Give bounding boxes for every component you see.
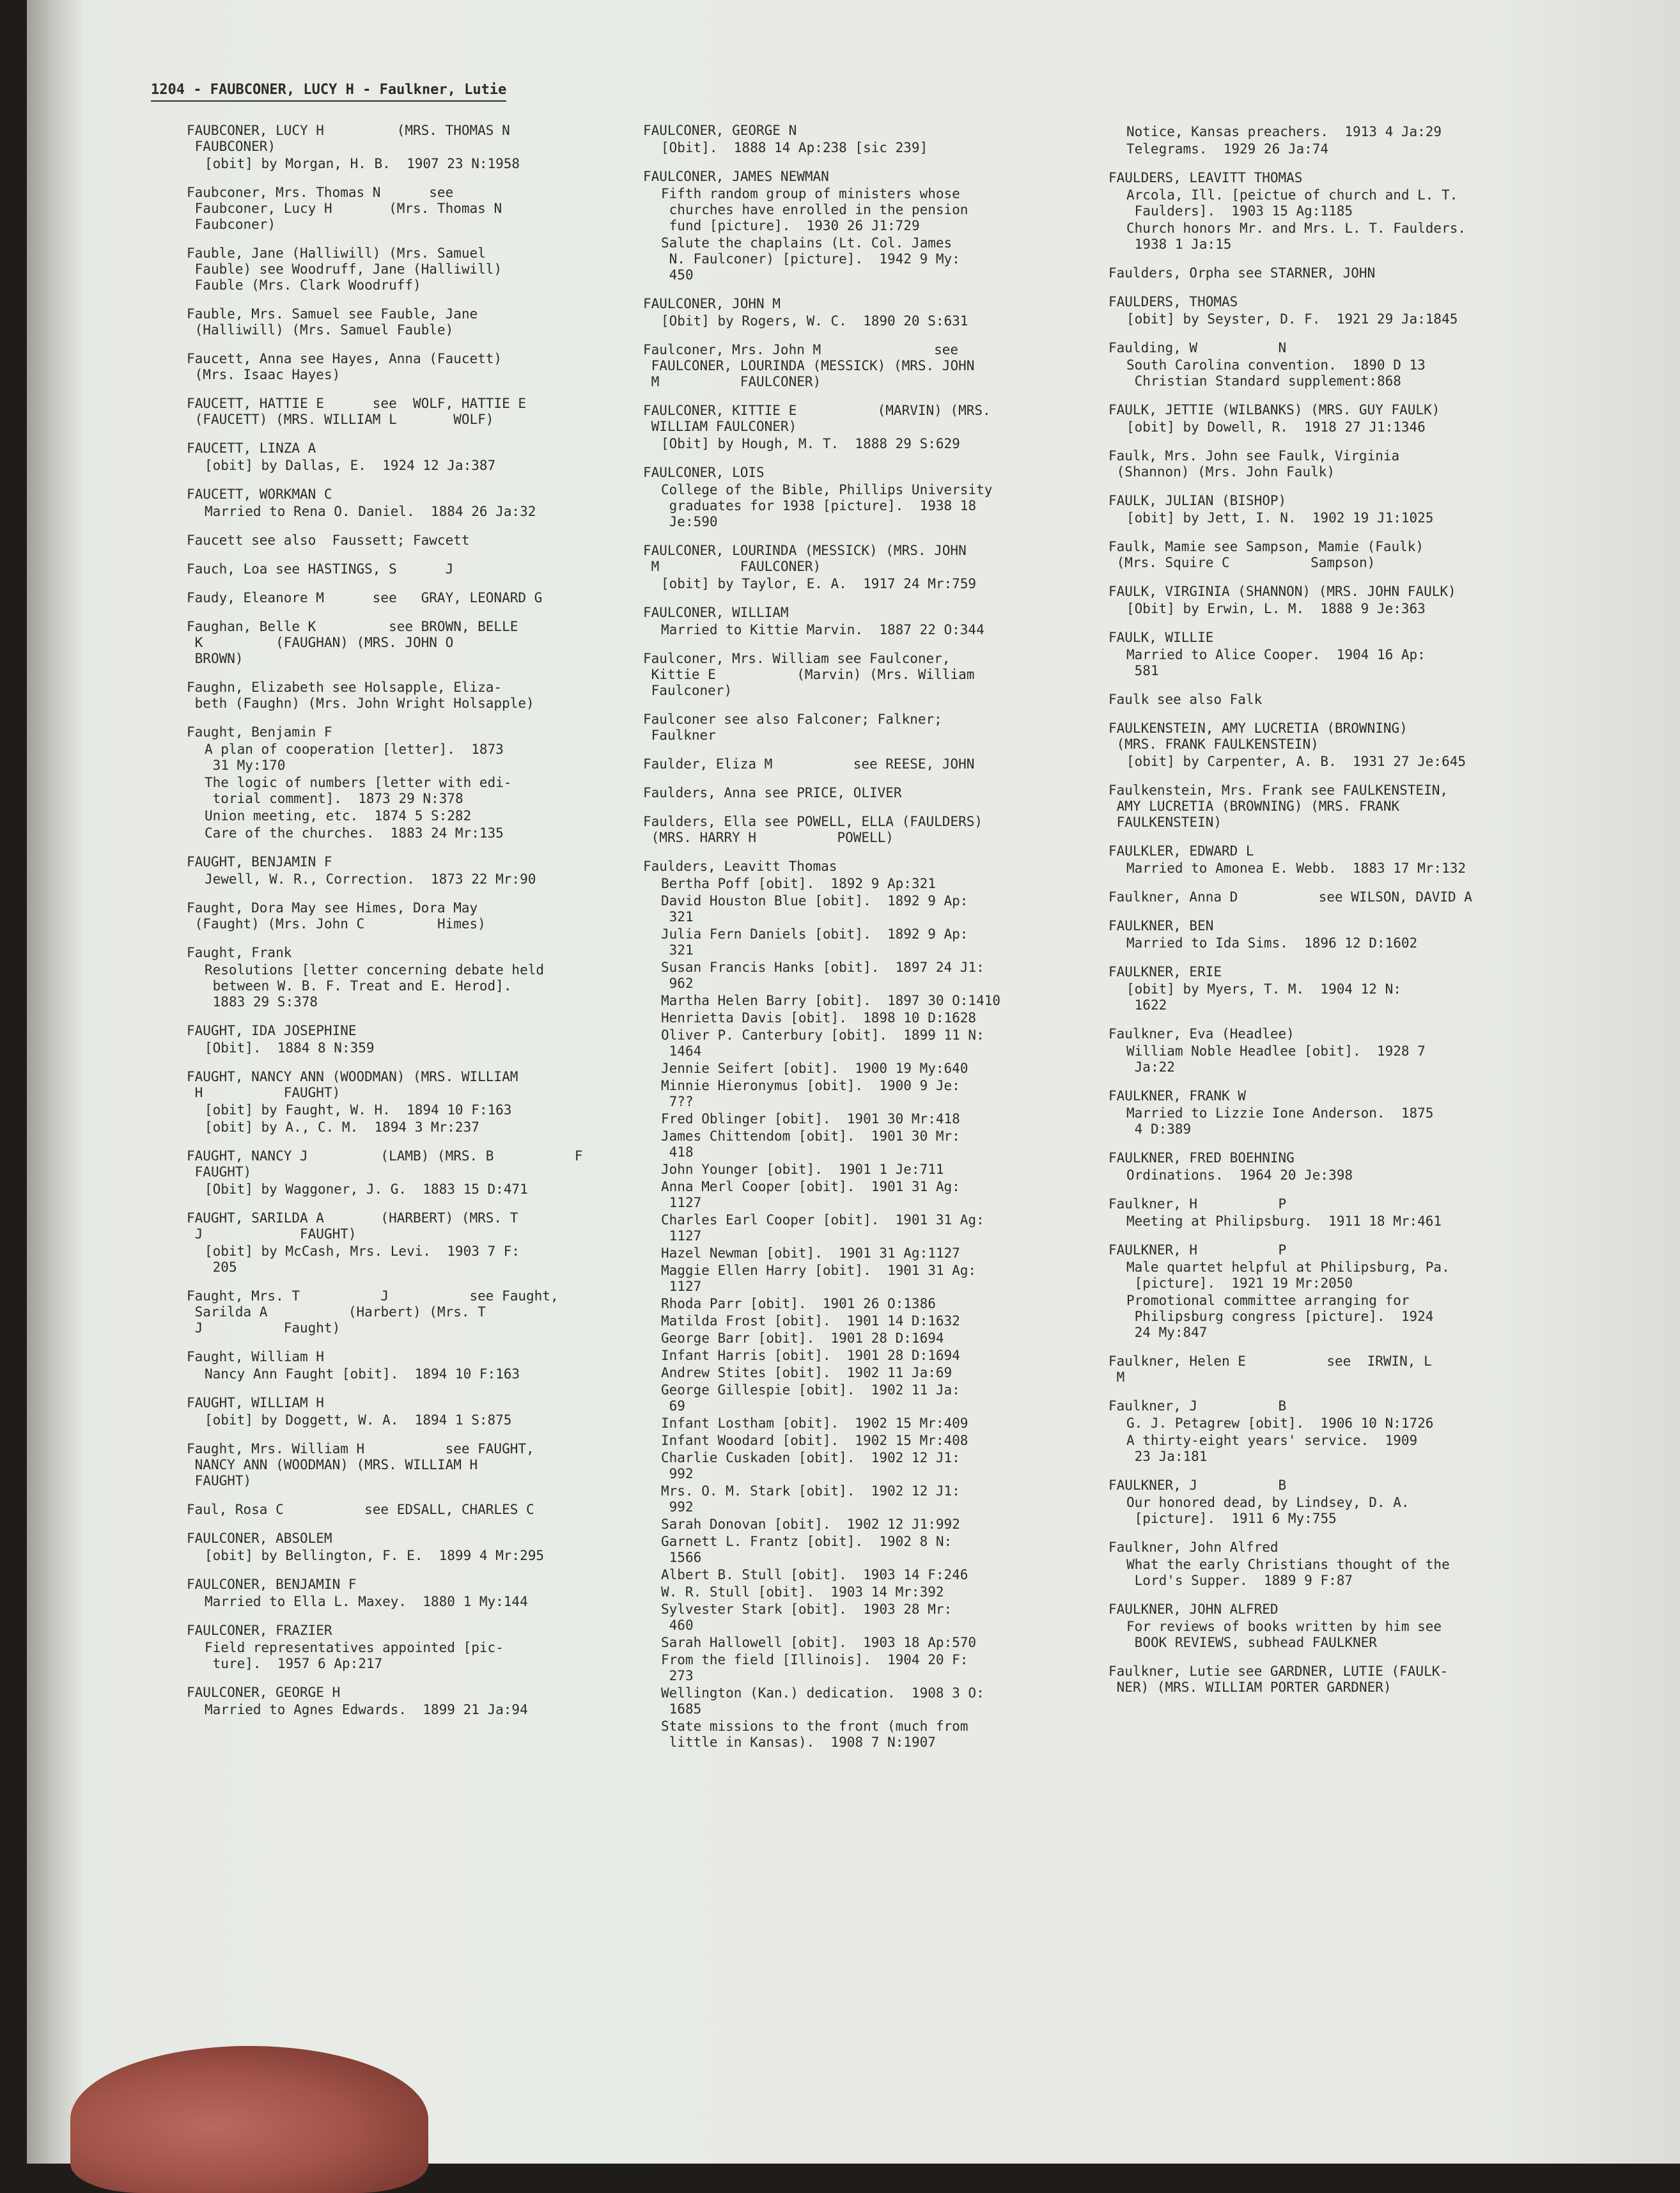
- index-entry: [643, 712, 1129, 744]
- entry-heading: Faulconer see also Falconer; Falkner; Faulkner: [643, 712, 942, 743]
- index-entry: [187, 351, 673, 383]
- index-entry: [1108, 1088, 1594, 1137]
- entry-heading: Faul, Rosa C see EDSALL, CHARLES C: [187, 1502, 534, 1517]
- entry-citation: Care of the churches. 1883 24 Mr:135: [205, 825, 504, 841]
- index-entry: [187, 1502, 673, 1518]
- entry-citation: Andrew Stites [obit]. 1902 11 Ja:69: [661, 1365, 953, 1380]
- entry-heading: FAUCETT, LINZA A: [187, 441, 316, 456]
- entry-heading: FAUGHT, BENJAMIN F: [187, 854, 332, 870]
- entry-citation: Ordinations. 1964 20 Je:398: [1126, 1167, 1353, 1183]
- entry-citation: [obit] by Seyster, D. F. 1921 29 Ja:1845: [1126, 311, 1458, 327]
- index-entry: [643, 296, 1129, 329]
- index-entry: [643, 169, 1129, 283]
- index-entry: [187, 1623, 673, 1672]
- entry-citation: George Gillespie [obit]. 1902 11 Ja: 69: [661, 1382, 960, 1414]
- index-column-2: [643, 123, 1129, 1763]
- entry-heading: Faucett see also Faussett; Fawcett: [187, 533, 470, 548]
- entry-citation: [Obit] by Hough, M. T. 1888 29 S:629: [661, 436, 960, 451]
- entry-citation: Promotional committee arranging for Philipsburg congress [picture]. 1924 24 My:847: [1126, 1293, 1434, 1340]
- entry-citation: Maggie Ellen Harry [obit]. 1901 31 Ag: 1127: [661, 1263, 977, 1294]
- entry-citation: Married to Alice Cooper. 1904 16 Ap: 581: [1126, 647, 1426, 678]
- entry-citation: John Younger [obit]. 1901 1 Je:711: [661, 1162, 944, 1177]
- index-entry: [187, 1069, 673, 1136]
- entry-heading: FAUGHT, WILLIAM H: [187, 1395, 324, 1410]
- entry-heading: Faucett, Anna see Hayes, Anna (Faucett) (Mrs. Isaac Hayes): [187, 351, 502, 382]
- entry-heading: Faulkner, H P: [1108, 1196, 1287, 1212]
- entry-heading: FAULCONER, ABSOLEM: [187, 1531, 332, 1546]
- entry-citation: Married to Kittie Marvin. 1887 22 O:344: [661, 622, 984, 637]
- entry-citation: William Noble Headlee [obit]. 1928 7 Ja:22: [1126, 1043, 1426, 1075]
- entry-citation: Henrietta Davis [obit]. 1898 10 D:1628: [661, 1010, 977, 1026]
- index-entry: [1108, 1150, 1594, 1183]
- entry-heading: FAULDERS, THOMAS: [1108, 294, 1238, 309]
- index-entry: [187, 246, 673, 293]
- index-entry: [1108, 340, 1594, 389]
- index-entry: [1108, 918, 1594, 951]
- entry-citation: Married to Lizzie Ione Anderson. 1875 4 D:389: [1126, 1105, 1434, 1137]
- entry-heading: FAULKLER, EDWARD L: [1108, 843, 1254, 859]
- entry-citation: Mrs. O. M. Stark [obit]. 1902 12 J1: 992: [661, 1483, 960, 1515]
- entry-heading: FAULK, WILLIE: [1108, 630, 1214, 645]
- entry-citation: [Obit] by Waggoner, J. G. 1883 15 D:471: [205, 1182, 528, 1197]
- entry-citation: Sylvester Stark [obit]. 1903 28 Mr: 460: [661, 1602, 953, 1633]
- entry-heading: Fauble, Mrs. Samuel see Fauble, Jane (Halliwill) (Mrs. Samuel Fauble): [187, 306, 478, 338]
- index-entry: [1108, 448, 1594, 480]
- entry-heading: Faulkenstein, Mrs. Frank see FAULKENSTEIN, AMY LUCRETIA (BROWNING) (MRS. FRANK FAULKENSTEIN): [1108, 783, 1449, 830]
- entry-citation: Martha Helen Barry [obit]. 1897 30 O:1410: [661, 993, 1001, 1008]
- entry-heading: FAULCONER, FRAZIER: [187, 1623, 332, 1638]
- entry-citation: Oliver P. Canterbury [obit]. 1899 11 N: 1464: [661, 1027, 984, 1059]
- entry-citation: Resolutions [letter concerning debate held between W. B. F. Treat and E. Herod]. 1883 29 S:378: [205, 962, 545, 1010]
- entry-citation: A plan of cooperation [letter]. 1873 31 My:170: [205, 742, 504, 773]
- index-entry: [1108, 1242, 1594, 1341]
- entry-citation: Married to Ida Sims. 1896 12 D:1602: [1126, 935, 1418, 951]
- index-entry: [1108, 1398, 1594, 1465]
- entry-heading: Faulders, Ella see POWELL, ELLA (FAULDERS) (MRS. HARRY H POWELL): [643, 814, 983, 845]
- entry-heading: FAULCONER, JAMES NEWMAN: [643, 169, 829, 184]
- entry-citation: Male quartet helpful at Philipsburg, Pa. [picture]. 1921 19 Mr:2050: [1126, 1260, 1450, 1291]
- index-entry: [1108, 1664, 1594, 1696]
- entry-heading: FAUGHT, NANCY J (LAMB) (MRS. B F FAUGHT): [187, 1148, 583, 1180]
- entry-citation: Anna Merl Cooper [obit]. 1901 31 Ag: 1127: [661, 1179, 960, 1210]
- entry-citation: Field representatives appointed [pic- ture]. 1957 6 Ap:217: [205, 1640, 504, 1671]
- entry-heading: FAULCONER, LOIS: [643, 465, 765, 480]
- index-entry: [187, 306, 673, 338]
- entry-heading: FAULK, JETTIE (WILBANKS) (MRS. GUY FAULK): [1108, 402, 1440, 418]
- entry-citation: [Obit] by Rogers, W. C. 1890 20 S:631: [661, 313, 968, 329]
- entry-heading: Faulconer, Mrs. John M see FAULCONER, LOURINDA (MESSICK) (MRS. JOHN M FAULCONER): [643, 342, 975, 389]
- entry-heading: Faught, William H: [187, 1349, 324, 1364]
- index-entry: [1108, 584, 1594, 617]
- entry-citation: [obit] by Faught, W. H. 1894 10 F:163: [205, 1102, 512, 1118]
- index-entry: [1108, 783, 1594, 831]
- entry-citation: Our honored dead, by Lindsey, D. A. [picture]. 1911 6 My:755: [1126, 1495, 1410, 1526]
- entry-citation: Sarah Hallowell [obit]. 1903 18 Ap:570: [661, 1635, 977, 1650]
- entry-heading: Faulkner, J B: [1108, 1398, 1287, 1414]
- index-entry: [187, 1685, 673, 1718]
- entry-heading: FAULKNER, J B: [1108, 1478, 1287, 1493]
- entry-citation: What the early Christians thought of the Lord's Supper. 1889 9 F:87: [1126, 1557, 1450, 1588]
- entry-heading: FAULKNER, FRANK W: [1108, 1088, 1246, 1104]
- entry-citation: [obit] by Morgan, H. B. 1907 23 N:1958: [205, 156, 520, 171]
- entry-heading: FAULKENSTEIN, AMY LUCRETIA (BROWNING) (MRS. FRANK FAULKENSTEIN): [1108, 721, 1408, 752]
- entry-heading: Faulding, W N: [1108, 340, 1287, 355]
- entry-heading: Faulkner, Lutie see GARDNER, LUTIE (FAULK- NER) (MRS. WILLIAM PORTER GARDNER): [1108, 1664, 1449, 1695]
- entry-heading: FAUGHT, SARILDA A (HARBERT) (MRS. T J FAUGHT): [187, 1210, 518, 1242]
- entry-citation: [obit] by Doggett, W. A. 1894 1 S:875: [205, 1412, 512, 1428]
- entry-heading: Faubconer, Mrs. Thomas N see Faubconer, Lucy H (Mrs. Thomas N Faubconer): [187, 185, 502, 232]
- index-entry: [1108, 1602, 1594, 1651]
- index-entry: [643, 543, 1129, 592]
- index-entry: [187, 441, 673, 474]
- entry-heading: Faughn, Elizabeth see Holsapple, Eliza- beth (Faughn) (Mrs. John Wright Holsapple): [187, 680, 534, 711]
- index-entry: [187, 1288, 673, 1336]
- entry-citation: For reviews of books written by him see BOOK REVIEWS, subhead FAULKNER: [1126, 1619, 1442, 1650]
- index-entry: [1108, 539, 1594, 571]
- entry-heading: FAULCONER, KITTIE E (MARVIN) (MRS. WILLIAM FAULCONER): [643, 403, 991, 434]
- entry-citation: Fred Oblinger [obit]. 1901 30 Mr:418: [661, 1111, 960, 1127]
- index-entry: [1108, 889, 1594, 905]
- index-entry: [187, 900, 673, 932]
- index-entry: [643, 785, 1129, 801]
- entry-citation: College of the Bible, Phillips University graduates for 1938 [picture]. 1938 18 Je:590: [661, 482, 993, 529]
- index-entry: [1108, 493, 1594, 526]
- entry-citation: Minnie Hieronymus [obit]. 1900 9 Je: 7??: [661, 1078, 960, 1109]
- index-entry: [187, 533, 673, 549]
- entry-citation: Charlie Cuskaden [obit]. 1902 12 J1: 992: [661, 1450, 960, 1481]
- entry-heading: Faught, Dora May see Himes, Dora May (Faught) (Mrs. John C Himes): [187, 900, 486, 932]
- index-entry: [1108, 294, 1594, 327]
- entry-heading: FAULCONER, LOURINDA (MESSICK) (MRS. JOHN M FAULCONER): [643, 543, 967, 574]
- index-entry: [187, 854, 673, 887]
- entry-heading: FAULCONER, GEORGE H: [187, 1685, 341, 1700]
- index-entry: [1108, 1354, 1594, 1385]
- index-entry: [643, 605, 1129, 638]
- index-entry: [1108, 964, 1594, 1013]
- entry-citation: [obit] by Dallas, E. 1924 12 Ja:387: [205, 458, 496, 473]
- entry-citation: [obit] by Carpenter, A. B. 1931 27 Je:645: [1126, 754, 1466, 769]
- index-entry: [187, 1210, 673, 1276]
- index-entry: [187, 1023, 673, 1056]
- entry-citation: Married to Rena O. Daniel. 1884 26 Ja:32: [205, 504, 536, 519]
- entry-heading: Faught, Frank: [187, 945, 292, 960]
- entry-heading: FAULCONER, JOHN M: [643, 296, 781, 311]
- entry-heading: Faught, Benjamin F: [187, 724, 332, 740]
- entry-heading: FAULKNER, BEN: [1108, 918, 1214, 933]
- index-entry: [187, 1531, 673, 1564]
- index-entry: [643, 651, 1129, 699]
- entry-citation: Notice, Kansas preachers. 1913 4 Ja:29: [1126, 124, 1442, 139]
- index-entry: [1108, 843, 1594, 877]
- entry-citation: Married to Ella L. Maxey. 1880 1 My:144: [205, 1594, 528, 1609]
- entry-citation: Garnett L. Frantz [obit]. 1902 8 N: 1566: [661, 1534, 953, 1565]
- index-entry: [187, 619, 673, 667]
- index-entry: [643, 342, 1129, 390]
- index-entry: [187, 724, 673, 841]
- entry-citation: Infant Harris [obit]. 1901 28 D:1694: [661, 1348, 960, 1363]
- entry-citation: Infant Woodard [obit]. 1902 15 Mr:408: [661, 1433, 968, 1448]
- index-entry: [187, 487, 673, 520]
- index-column-3: [1108, 123, 1594, 1708]
- index-entry: [643, 123, 1129, 156]
- index-entry: [1108, 124, 1594, 157]
- index-entry: [187, 561, 673, 577]
- entry-heading: FAULCONER, WILLIAM: [643, 605, 789, 620]
- entry-heading: FAULKNER, FRED BOEHNING: [1108, 1150, 1295, 1166]
- entry-citation: [obit] by Jett, I. N. 1902 19 J1:1025: [1126, 510, 1434, 526]
- index-entry: [187, 123, 673, 172]
- index-entry: [1108, 630, 1594, 679]
- entry-citation: Telegrams. 1929 26 Ja:74: [1126, 141, 1329, 157]
- index-entry: [1108, 1026, 1594, 1075]
- entry-citation: The logic of numbers [letter with edi- torial comment]. 1873 29 N:378: [205, 775, 512, 806]
- index-entry: [643, 756, 1129, 772]
- entry-heading: Fauble, Jane (Halliwill) (Mrs. Samuel Fauble) see Woodruff, Jane (Halliwill) Fauble (Mrs. Clark Woodruff): [187, 246, 502, 293]
- entry-heading: Faulk see also Falk: [1108, 692, 1263, 707]
- entry-citation: Wellington (Kan.) dedication. 1908 3 O: 1685: [661, 1685, 984, 1717]
- index-entry: [187, 1148, 673, 1198]
- entry-heading: Faulconer, Mrs. William see Faulconer, Kittie E (Marvin) (Mrs. William Faulconer): [643, 651, 975, 698]
- entry-citation: Union meeting, etc. 1874 5 S:282: [205, 808, 472, 823]
- index-entry: [1108, 1196, 1594, 1229]
- entry-citation: Meeting at Philipsburg. 1911 18 Mr:461: [1126, 1214, 1442, 1229]
- entry-heading: Fauch, Loa see HASTINGS, S J: [187, 561, 454, 577]
- entry-citation: [obit] by McCash, Mrs. Levi. 1903 7 F: 205: [205, 1244, 520, 1275]
- index-entry: [643, 814, 1129, 846]
- entry-citation: Jewell, W. R., Correction. 1873 22 Mr:90: [205, 871, 536, 887]
- entry-citation: From the field [Illinois]. 1904 20 F: 273: [661, 1652, 968, 1683]
- entry-citation: George Barr [obit]. 1901 28 D:1694: [661, 1331, 944, 1346]
- entry-heading: FAULCONER, BENJAMIN F: [187, 1577, 357, 1592]
- entry-citation: [obit] by Bellington, F. E. 1899 4 Mr:295: [205, 1548, 545, 1563]
- entry-heading: Faulk, Mrs. John see Faulk, Virginia (Shannon) (Mrs. John Faulk): [1108, 448, 1400, 480]
- entry-heading: Faulkner, John Alfred: [1108, 1540, 1279, 1555]
- entry-heading: FAUCETT, WORKMAN C: [187, 487, 332, 502]
- index-entry: [187, 1395, 673, 1428]
- index-column-1: [187, 123, 673, 1731]
- entry-heading: FAULK, JULIAN (BISHOP): [1108, 493, 1287, 508]
- index-entry: [1108, 1540, 1594, 1589]
- index-entry: [643, 403, 1129, 452]
- entry-heading: Faudy, Eleanore M see GRAY, LEONARD G: [187, 590, 543, 605]
- entry-citation: Married to Agnes Edwards. 1899 21 Ja:94: [205, 1702, 528, 1717]
- thumb-holding-page: [70, 2046, 428, 2193]
- entry-citation: State missions to the front (much from little in Kansas). 1908 7 N:1907: [661, 1719, 968, 1750]
- index-entry: [187, 185, 673, 233]
- entry-heading: FAUGHT, IDA JOSEPHINE: [187, 1023, 357, 1038]
- entry-heading: FAULK, VIRGINIA (SHANNON) (MRS. JOHN FAULK): [1108, 584, 1456, 599]
- entry-heading: FAULCONER, GEORGE N: [643, 123, 797, 138]
- entry-citation: Bertha Poff [obit]. 1892 9 Ap:321: [661, 876, 936, 891]
- page-header: 1204 - FAUBCONER, LUCY H - Faulkner, Lutie: [151, 82, 506, 102]
- index-entry: [187, 680, 673, 712]
- index-entry: [187, 945, 673, 1010]
- entry-citation: Salute the chaplains (Lt. Col. James N. Faulconer) [picture]. 1942 9 My: 450: [661, 235, 960, 283]
- entry-citation: A thirty-eight years' service. 1909 23 Ja:181: [1126, 1433, 1418, 1464]
- entry-heading: Faulkner, Helen E see IRWIN, L M: [1108, 1354, 1432, 1385]
- entry-heading: Faught, Mrs. William H see FAUGHT, NANCY ANN (WOODMAN) (MRS. WILLIAM H FAUGHT): [187, 1441, 534, 1488]
- entry-heading: FAUGHT, NANCY ANN (WOODMAN) (MRS. WILLIAM H FAUGHT): [187, 1069, 518, 1100]
- entry-citation: W. R. Stull [obit]. 1903 14 Mr:392: [661, 1584, 944, 1600]
- entry-citation: Infant Lostham [obit]. 1902 15 Mr:409: [661, 1416, 968, 1431]
- entry-citation: G. J. Petagrew [obit]. 1906 10 N:1726: [1126, 1416, 1434, 1431]
- index-entry: [643, 465, 1129, 530]
- entry-citation: James Chittendom [obit]. 1901 30 Mr: 418: [661, 1128, 960, 1160]
- index-entry: [1108, 402, 1594, 435]
- index-entry: [187, 1441, 673, 1489]
- entry-citation: Rhoda Parr [obit]. 1901 26 O:1386: [661, 1296, 936, 1311]
- entry-citation: Sarah Donovan [obit]. 1902 12 J1:992: [661, 1517, 960, 1532]
- entry-citation: [obit] by Taylor, E. A. 1917 24 Mr:759: [661, 576, 977, 591]
- index-entry: [643, 859, 1129, 1751]
- entry-citation: South Carolina convention. 1890 D 13 Christian Standard supplement:868: [1126, 357, 1426, 389]
- entry-citation: [Obit]. 1888 14 Ap:238 [sic 239]: [661, 140, 928, 155]
- entry-heading: FAULDERS, LEAVITT THOMAS: [1108, 170, 1303, 185]
- entry-citation: Church honors Mr. and Mrs. L. T. Faulders. 1938 1 Ja:15: [1126, 221, 1466, 252]
- index-entry: [187, 590, 673, 606]
- entry-citation: [obit] by A., C. M. 1894 3 Mr:237: [205, 1120, 479, 1135]
- entry-citation: [Obit]. 1884 8 N:359: [205, 1040, 375, 1056]
- entry-heading: FAULKNER, JOHN ALFRED: [1108, 1602, 1279, 1617]
- index-entry: [1108, 721, 1594, 770]
- index-entry: [1108, 692, 1594, 708]
- entry-citation: Julia Fern Daniels [obit]. 1892 9 Ap: 321: [661, 926, 968, 958]
- index-entry: [187, 1349, 673, 1382]
- index-entry: [1108, 170, 1594, 253]
- entry-citation: Fifth random group of ministers whose churches have enrolled in the pension fund [picture]. 1930 26 J1:729: [661, 186, 968, 233]
- entry-citation: [Obit] by Erwin, L. M. 1888 9 Je:363: [1126, 601, 1426, 616]
- entry-heading: Faulkner, Anna D see WILSON, DAVID A: [1108, 889, 1472, 905]
- entry-heading: Faught, Mrs. T J see Faught, Sarilda A (Harbert) (Mrs. T J Faught): [187, 1288, 559, 1336]
- index-entry: [1108, 265, 1594, 281]
- entry-citation: Nancy Ann Faught [obit]. 1894 10 F:163: [205, 1366, 520, 1382]
- entry-heading: FAUCETT, HATTIE E see WOLF, HATTIE E (FAUCETT) (MRS. WILLIAM L WOLF): [187, 396, 527, 427]
- entry-heading: Faulders, Orpha see STARNER, JOHN: [1108, 265, 1376, 281]
- entry-citation: Matilda Frost [obit]. 1901 14 D:1632: [661, 1313, 960, 1329]
- entry-citation: Hazel Newman [obit]. 1901 31 Ag:1127: [661, 1245, 960, 1261]
- entry-citation: Jennie Seifert [obit]. 1900 19 My:640: [661, 1061, 968, 1076]
- entry-citation: Arcola, Ill. [peictue of church and L. T. Faulders]. 1903 15 Ag:1185: [1126, 187, 1458, 219]
- entry-citation: Susan Francis Hanks [obit]. 1897 24 J1: 962: [661, 960, 984, 991]
- entry-heading: FAULKNER, ERIE: [1108, 964, 1222, 979]
- entry-citation: [obit] by Myers, T. M. 1904 12 N: 1622: [1126, 981, 1401, 1013]
- entry-heading: Faulder, Eliza M see REESE, JOHN: [643, 756, 975, 772]
- entry-citation: Married to Amonea E. Webb. 1883 17 Mr:132: [1126, 861, 1466, 876]
- entry-heading: Faulders, Leavitt Thomas: [643, 859, 837, 874]
- entry-heading: Faulk, Mamie see Sampson, Mamie (Faulk) (Mrs. Squire C Sampson): [1108, 539, 1424, 570]
- entry-heading: Faughan, Belle K see BROWN, BELLE K (FAUGHAN) (MRS. JOHN O BROWN): [187, 619, 518, 666]
- index-entry: [187, 396, 673, 428]
- entry-heading: FAULKNER, H P: [1108, 1242, 1287, 1258]
- entry-heading: Faulders, Anna see PRICE, OLIVER: [643, 785, 902, 800]
- entry-citation: Albert B. Stull [obit]. 1903 14 F:246: [661, 1567, 968, 1582]
- entry-heading: FAUBCONER, LUCY H (MRS. THOMAS N FAUBCONER): [187, 123, 510, 154]
- entry-citation: Charles Earl Cooper [obit]. 1901 31 Ag: 1127: [661, 1212, 984, 1244]
- book-spine-shadow: [27, 0, 84, 2164]
- entry-heading: Faulkner, Eva (Headlee): [1108, 1026, 1295, 1042]
- entry-citation: [obit] by Dowell, R. 1918 27 J1:1346: [1126, 419, 1426, 435]
- index-entry: [187, 1577, 673, 1610]
- entry-citation: David Houston Blue [obit]. 1892 9 Ap: 321: [661, 893, 968, 925]
- index-entry: [1108, 1478, 1594, 1527]
